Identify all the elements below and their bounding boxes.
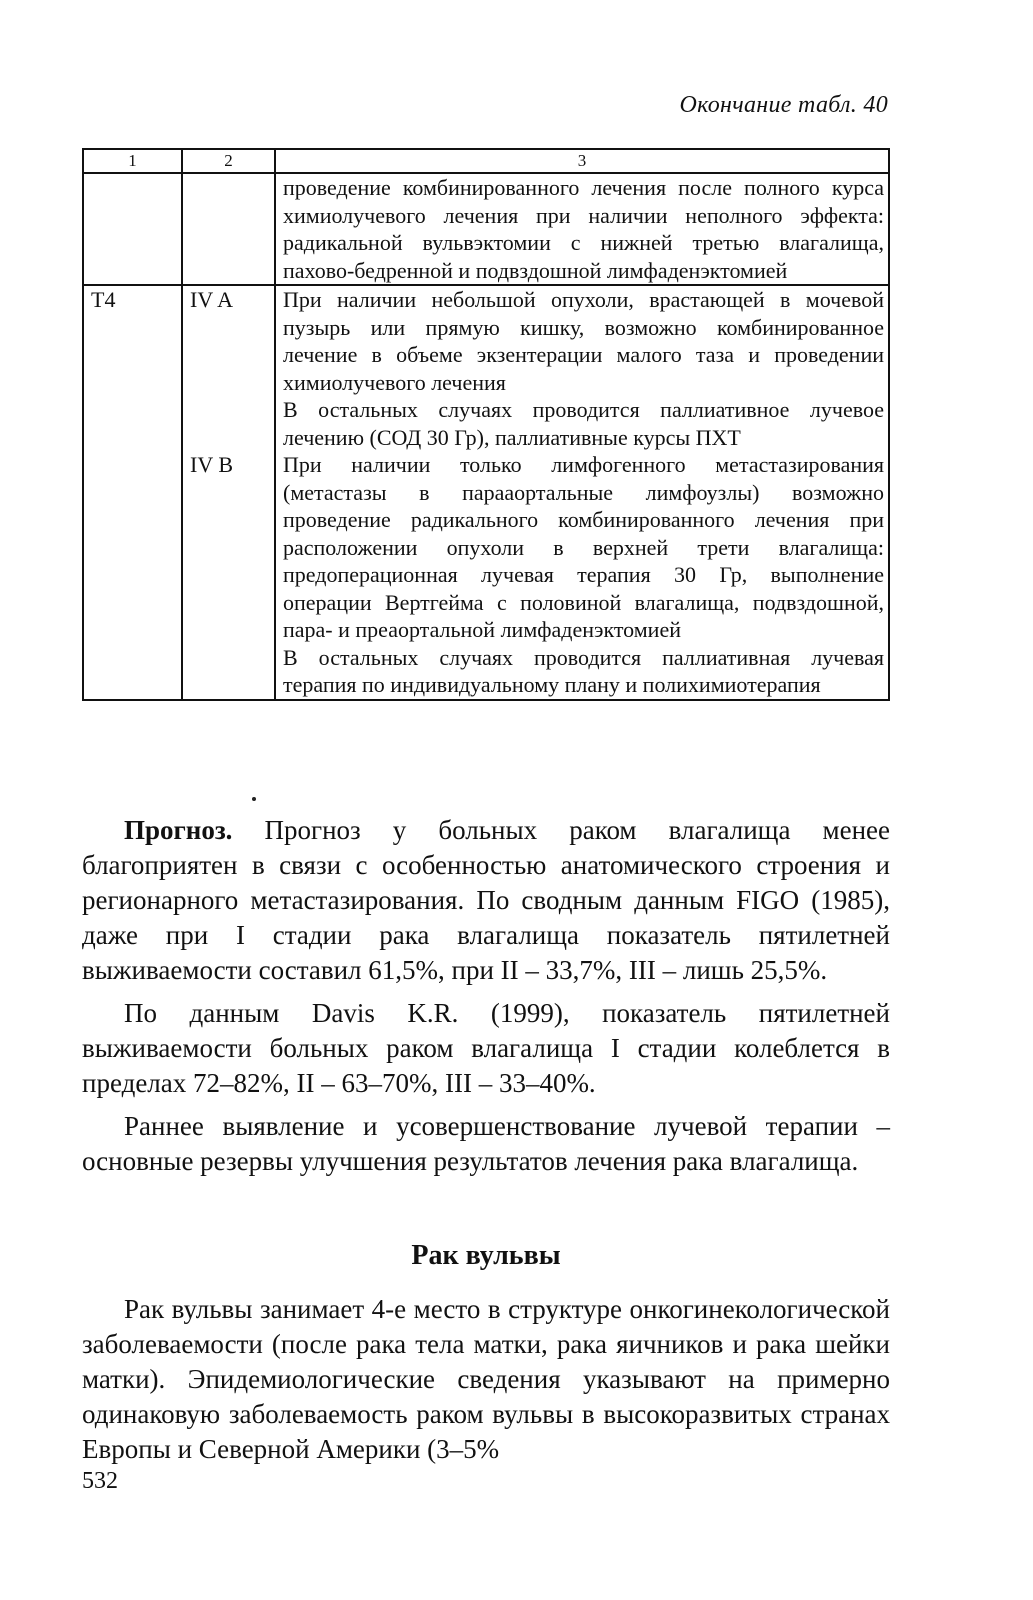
speck bbox=[252, 797, 256, 801]
table-row bbox=[83, 173, 889, 285]
table-cell-empty bbox=[182, 173, 275, 285]
table-cell-empty bbox=[83, 173, 182, 285]
table-cell-continuation: проведение комбинированного лечения после полного курса химиолучевого лечения при наличии неполного эффекта: радикальной вульвэктомии с нижней третью влагалища, пахово-бедренной и подвздошной лимфаденэктомией bbox=[275, 173, 889, 285]
section-heading: Рак вульвы bbox=[411, 1240, 561, 1271]
table-cell-stages bbox=[182, 285, 275, 700]
stage-iva-label: IV A bbox=[190, 287, 233, 312]
table-row bbox=[83, 285, 889, 700]
prognosis-paragraph-1 bbox=[82, 813, 890, 988]
prognosis-section bbox=[82, 813, 890, 1179]
page-number: 532 bbox=[82, 1468, 118, 1494]
header-col-1: 1 bbox=[83, 149, 182, 173]
vulva-section bbox=[82, 1292, 890, 1467]
prognosis-lead: Прогноз. bbox=[124, 815, 233, 845]
table-header-row bbox=[83, 149, 889, 173]
vulva-paragraph-1: Рак вульвы занимает 4-е место в структуре онкогинекологической заболеваемости (после рака тела матки, рака яичников и рака шейки матки). Эпидемиологические сведения указывают на примерно одинаковую заболеваемость раком вульвы в высокоразвитых странах Европы и Северной Америки (3–5% bbox=[82, 1294, 890, 1464]
prognosis-paragraph-3: Раннее выявление и усовершенствование лучевой терапии – основные резервы улучшения результатов лечения рака влагалища. bbox=[82, 1111, 890, 1176]
table-cell-t-stage: T4 bbox=[83, 285, 182, 700]
stage-iva-text-2: В остальных случаях проводится паллиативное лучевое лечению (СОД 30 Гр), паллиативные курсы ПХТ bbox=[283, 397, 884, 450]
prognosis-paragraph-2: По данным Davis K.R. (1999), показатель пятилетней выживаемости больных раком влагалища I стадии колеблется в пределах 72–82%, II – 63–70%, III – 33–40%. bbox=[82, 998, 890, 1098]
stage-ivb-text-1: При наличии только лимфогенного метастазирования (метастазы в парааортальные лимфоузлы) возможно проведение радикального комбинированного лечения при расположении опухоли в верхней трети влагалища: предоперационная лучевая терапия 30 Гр, выполнение операции Вертгейма с половиной влагалища, подвздошной, пара- и преаортальной лимфаденэктомией bbox=[283, 452, 884, 642]
stage-ivb-text-2: В остальных случаях проводится паллиативная лучевая терапия по индивидуальному плану и полихимиотерапия bbox=[283, 644, 884, 697]
stage-iva-text-1: При наличии небольшой опухоли, врастающей в мочевой пузырь или прямую кишку, возможно комбинированное лечение в объеме экзентерации малого таза и проведении химиолучевого лечения bbox=[283, 287, 884, 395]
prognosis-text-1: Прогноз у больных раком влагалища менее благоприятен в связи с особенностью анатомического строения и регионарного метастазирования. По сводным данным FIGO (1985), даже при I стадии рака влагалища показатель пятилетней выживаемости составил 61,5%, при II – 33,7%, III – лишь 25,5%. bbox=[82, 815, 891, 985]
table-caption: Окончание табл. 40 bbox=[679, 92, 888, 118]
header-col-3: 3 bbox=[275, 149, 889, 173]
table-cell-treatment bbox=[275, 285, 889, 700]
treatment-table bbox=[82, 148, 890, 701]
stage-ivb-label: IV B bbox=[190, 452, 233, 477]
header-col-2: 2 bbox=[182, 149, 275, 173]
